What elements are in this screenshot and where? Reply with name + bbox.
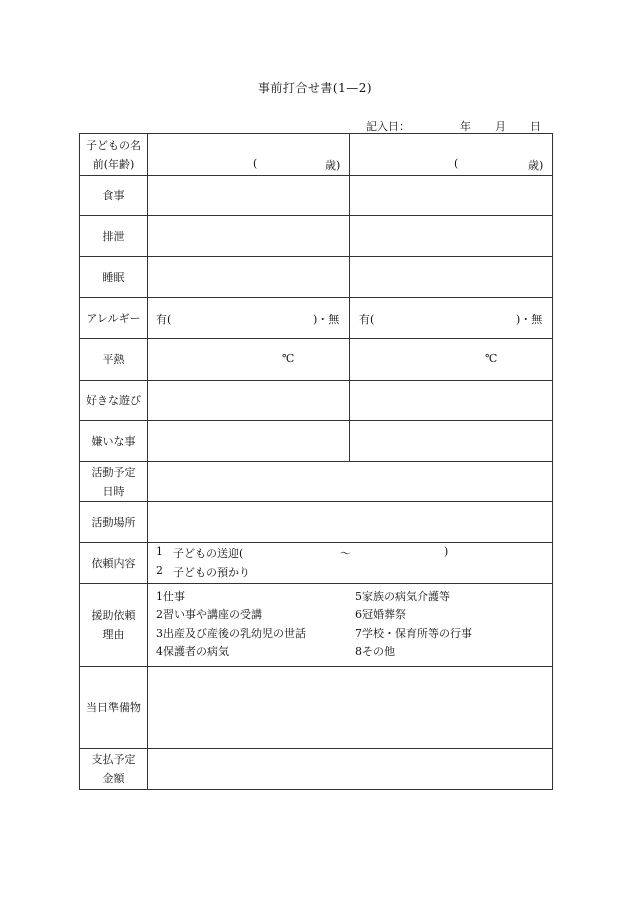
location-field[interactable]	[148, 502, 553, 543]
row-items-to-bring	[80, 667, 553, 749]
request-item-1-text: 子どもの送迎(	[173, 547, 244, 560]
celsius-unit: ℃	[282, 352, 295, 365]
reason-item[interactable]: 4保護者の病気	[156, 645, 229, 658]
request-field[interactable]	[148, 543, 553, 584]
request-item-1-num: 1	[156, 545, 163, 558]
row-allergy	[80, 298, 553, 339]
reason-item[interactable]: 6冠婚葬祭	[355, 608, 406, 621]
request-item-2-text: 子どもの預かり	[173, 566, 250, 579]
age-suffix: 歳)	[325, 159, 341, 172]
excretion-field-1[interactable]	[148, 216, 350, 257]
reason-item[interactable]: 3出産及び産後の乳幼児の世話	[156, 627, 306, 640]
likes-field-2[interactable]	[350, 381, 553, 421]
sleep-field-2[interactable]	[350, 257, 553, 298]
child-name-label: 子どもの名 前(年齢)	[80, 134, 148, 176]
allergy-no: )・無	[516, 313, 543, 326]
excretion-label: 排泄	[80, 216, 148, 257]
allergy-label: アレルギー	[80, 298, 148, 339]
celsius-unit: ℃	[485, 352, 498, 365]
pre-arrangement-form-table	[79, 133, 553, 790]
schedule-label: 活動予定 日時	[80, 462, 148, 502]
row-reason	[80, 584, 553, 667]
row-request	[80, 543, 553, 584]
allergy-no: )・無	[313, 313, 340, 326]
dislikes-field-2[interactable]	[350, 421, 553, 462]
schedule-field[interactable]	[148, 462, 553, 502]
row-temperature	[80, 339, 553, 381]
row-meal	[80, 176, 553, 216]
entry-date-label: 記入日：	[366, 120, 410, 133]
reason-item[interactable]: 5家族の病気介護等	[355, 590, 450, 603]
temperature-label: 平熱	[80, 339, 148, 381]
row-payment	[80, 749, 553, 790]
likes-field-1[interactable]	[148, 381, 350, 421]
row-location	[80, 502, 553, 543]
items-to-bring-label: 当日準備物	[80, 667, 148, 749]
items-to-bring-field[interactable]	[148, 667, 553, 749]
dislikes-field-1[interactable]	[148, 421, 350, 462]
meal-label: 食事	[80, 176, 148, 216]
year-label: 年	[460, 120, 471, 133]
row-likes	[80, 381, 553, 421]
dislikes-label: 嫌いな事	[80, 421, 148, 462]
temperature-field-1[interactable]	[148, 339, 350, 381]
row-schedule	[80, 462, 553, 502]
row-excretion	[80, 216, 553, 257]
reason-item[interactable]: 7学校・保育所等の行事	[355, 627, 472, 640]
reason-label: 援助依頼 理由	[80, 584, 148, 667]
allergy-yes: 有(	[156, 313, 172, 326]
form-title: 事前打合せ書(1—2)	[257, 81, 373, 95]
child-name-field-2[interactable]	[350, 134, 553, 176]
request-item-1-close: )	[444, 545, 449, 558]
location-label: 活動場所	[80, 502, 148, 543]
age-paren-open: (	[454, 157, 459, 170]
child-name-field-1[interactable]	[148, 134, 350, 176]
row-dislikes	[80, 421, 553, 462]
row-sleep	[80, 257, 553, 298]
reason-field[interactable]	[148, 584, 553, 667]
request-label: 依頼内容	[80, 543, 148, 584]
reason-item[interactable]: 1仕事	[156, 590, 185, 603]
day-label: 日	[530, 120, 541, 133]
reason-item[interactable]: 8その他	[355, 645, 395, 658]
sleep-field-1[interactable]	[148, 257, 350, 298]
excretion-field-2[interactable]	[350, 216, 553, 257]
age-paren-open: (	[253, 157, 258, 170]
likes-label: 好きな遊び	[80, 381, 148, 421]
month-label: 月	[495, 120, 506, 133]
meal-field-2[interactable]	[350, 176, 553, 216]
reason-list	[148, 584, 552, 666]
temperature-field-2[interactable]	[350, 339, 553, 381]
reason-item[interactable]: 2習い事や講座の受講	[156, 608, 262, 621]
meal-field-1[interactable]	[148, 176, 350, 216]
age-suffix: 歳)	[528, 159, 544, 172]
request-item-2-num: 2	[156, 564, 163, 577]
payment-field[interactable]	[148, 749, 553, 790]
row-child-name	[80, 134, 553, 176]
sleep-label: 睡眠	[80, 257, 148, 298]
allergy-yes: 有(	[359, 313, 375, 326]
request-item-1-tilde: ～	[340, 547, 351, 560]
allergy-field-2[interactable]	[350, 298, 553, 339]
payment-label: 支払予定 金額	[80, 749, 148, 790]
allergy-field-1[interactable]	[148, 298, 350, 339]
